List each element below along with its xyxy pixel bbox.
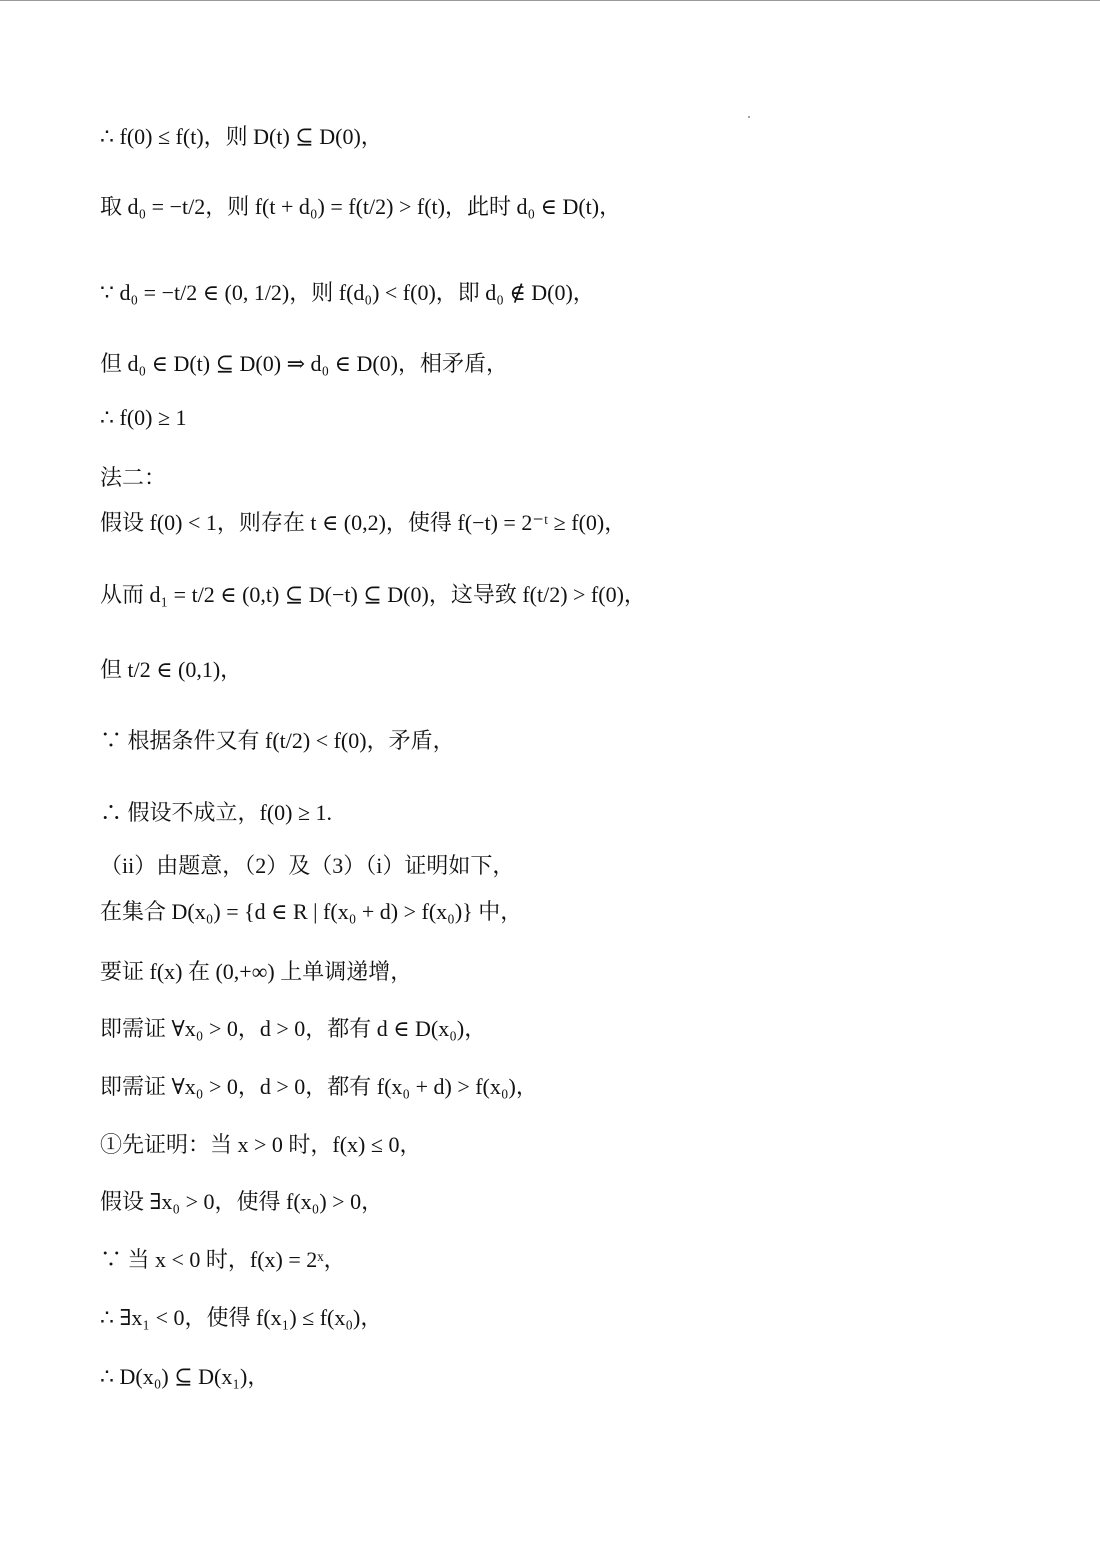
- proof-line: ∴ ∃x₁ < 0，使得 f(x₁) ≤ f(x₀)，: [100, 1305, 383, 1330]
- proof-line: 即需证 ∀x₀ > 0，d > 0，都有 d ∈ D(x₀)，: [100, 1016, 487, 1041]
- proof-line: ∴ D(x₀) ⊆ D(x₁)，: [100, 1364, 270, 1389]
- proof-line: ∵ 当 x < 0 时，f(x) = 2ˣ，: [100, 1247, 346, 1272]
- proof-line: ∵ 根据条件又有 f(t/2) < f(0)，矛盾，: [100, 728, 455, 753]
- proof-line: ∴ 假设不成立，f(0) ≥ 1.: [100, 800, 333, 825]
- proof-line: 在集合 D(x₀) = {d ∈ R | f(x₀ + d) > f(x₀)} 中，: [100, 899, 523, 924]
- proof-line: 但 d₀ ∈ D(t) ⊆ D(0) ⇒ d₀ ∈ D(0)，相矛盾，: [100, 351, 509, 376]
- stray-dot: [748, 116, 750, 118]
- proof-line: ∵ d₀ = −t/2 ∈ (0, 1/2)，则 f(d₀) < f(0)，即 d₀ ∉ D(0)，: [100, 280, 595, 305]
- proof-line: 要证 f(x) 在 (0,+∞) 上单调递增，: [100, 959, 413, 984]
- proof-line: 假设 f(0) < 1，则存在 t ∈ (0,2)，使得 f(−t) = 2⁻ᵗ ≥ f(0)，: [100, 510, 627, 535]
- proof-line: 取 d₀ = −t/2，则 f(t + d₀) = f(t/2) > f(t)，此时 d₀ ∈ D(t)，: [100, 194, 622, 219]
- proof-line: （ii）由题意，（2）及（3）（i）证明如下，: [100, 853, 515, 878]
- proof-line: 即需证 ∀x₀ > 0，d > 0，都有 f(x₀ + d) > f(x₀)，: [100, 1074, 538, 1099]
- proof-line: ①先证明：当 x > 0 时，f(x) ≤ 0，: [100, 1132, 422, 1157]
- proof-line: 法二：: [100, 465, 167, 490]
- proof-line: 假设 ∃x₀ > 0，使得 f(x₀) > 0，: [100, 1189, 384, 1214]
- top-border-line: [0, 0, 1100, 1]
- proof-line: 从而 d₁ = t/2 ∈ (0,t) ⊆ D(−t) ⊆ D(0)，这导致 f(t/2) > f(0)，: [100, 582, 646, 607]
- proof-line: ∴ f(0) ≤ f(t)，则 D(t) ⊆ D(0)，: [100, 124, 383, 149]
- proof-line: 但 t/2 ∈ (0,1)，: [100, 657, 243, 682]
- proof-line: ∴ f(0) ≥ 1: [100, 405, 187, 430]
